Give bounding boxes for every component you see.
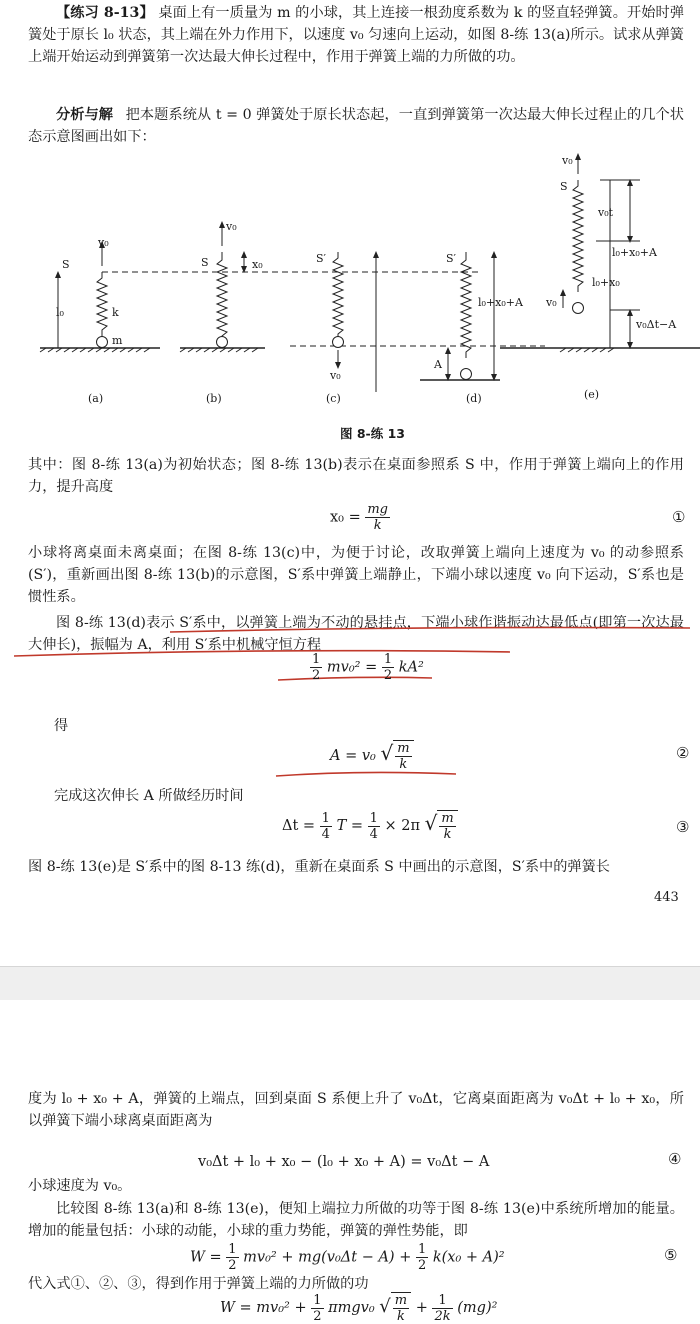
problem-text: 桌面上有一质量为 m 的小球，其上连接一根劲度系数为 k 的竖直轻弹簧。开始时弹簧处于原长 l₀ 状态，其上端在外力作用下，以速度 v₀ 匀速向上运动，如图 8-练 13(a)所示。试求从弹簧上端开始运动到弹簧第一次达最大伸长过程中，作用于弹簧上端的力所做的功。 [28, 5, 685, 65]
sublabel-b: (b) [206, 392, 222, 405]
label-a-S: S [62, 258, 70, 271]
panel-d [420, 251, 500, 381]
label-e-height: v₀Δt−A [636, 318, 677, 331]
label-e-v0t: v₀t [598, 206, 614, 219]
panel-a [40, 241, 160, 352]
label-e-v0-top: v₀ [562, 154, 573, 167]
analysis-text: 把本题系统从 t = 0 弹簧处于原长状态起，一直到弹簧第一次达最大伸长过程止的几个状态示意图画出如下： [28, 107, 684, 145]
equation-4-number: ④ [668, 1150, 682, 1168]
paragraph-1: 其中：图 8-练 13(a)为初始状态；图 8-练 13(b)表示在桌面参照系 S 中，作用于弹簧上端向上的作用力，提升高度 [28, 457, 684, 495]
equation-2-number: ② [676, 744, 690, 762]
paragraph-4: 完成这次伸长 A 所做经历时间 [54, 788, 244, 804]
page-number: 443 [654, 890, 679, 905]
page-gap [0, 966, 700, 1002]
label-e-l0x0: l₀+x₀ [592, 276, 620, 289]
label-e-length: l₀+x₀+A [612, 246, 657, 259]
equation-3-number: ③ [676, 818, 690, 836]
label-c-Sp: S′ [316, 252, 327, 265]
equation-2: A = v₀ √ $\frac{m}{k}$ [330, 740, 414, 772]
label-b-v0: v₀ [226, 220, 237, 233]
sublabel-e: (e) [584, 388, 600, 401]
red-underline-eq2 [270, 764, 470, 784]
equation-5: W = $\frac{1}{2}$ mv₀² + mg(v₀Δt − A) + $\frac{1}{2}$ k(x₀ + A)² [190, 1242, 505, 1273]
equation-3: Δt = $\frac{1}{4}$ T = $\frac{1}{4}$ × 2π √ $\frac{m}{k}$ [282, 810, 458, 842]
label-a-v0: v₀ [98, 236, 109, 249]
equation-5-number: ⑤ [664, 1246, 678, 1264]
sublabel-d: (d) [466, 392, 482, 405]
analysis-heading: 分析与解 [56, 107, 114, 123]
paragraph-2: 小球将离桌面未离桌面；在图 8-练 13(c)中，为便于讨论，改取弹簧上端向上速度为 v₀ 的动参照系(S′)，重新画出图 8-练 13(b)的示意图，S′系中弹簧上端静止，下端小球以速度 v₀ 向下运动，S′系也是惯性系。 [28, 545, 684, 605]
equation-6: W = mv₀² + $\frac{1}{2}$ πmgv₀ √ $\frac{m}{k}$ + $\frac{1}{2k}$ (mg)² [220, 1292, 498, 1324]
paragraph-5: 图 8-练 13(e)是 S′系中的图 8-13 练(d)，重新在桌面系 S 中画出的示意图，S′系中的弹簧长 [28, 859, 610, 875]
ball-speed-text: 小球速度为 v₀。 [28, 1178, 132, 1194]
paragraph-energy: 比较图 8-练 13(a)和 8-练 13(e)，便知上端拉力所做的功等于图 8-练 13(e)中系统所增加的能量。增加的能量包括：小球的动能，小球的重力势能，弹簧的弹性势能，即 [28, 1201, 684, 1239]
de-text: 得 [54, 718, 69, 734]
label-e-v0-ball: v₀ [546, 296, 557, 309]
label-a-k: k [112, 306, 119, 319]
energy-equation: $\frac{1}{2}$ mv₀² = $\frac{1}{2}$ kA² [312, 652, 424, 683]
paragraph-3: 图 8-练 13(d)表示 S′系中，以弹簧上端为不动的悬挂点，下端小球作谐振动达最低点(即第一次达最大伸长)，振幅为 A，利用 S′系中机械守恒方程 [28, 615, 684, 653]
sublabel-c: (c) [326, 392, 341, 405]
paragraph-continuation: 度为 l₀ + x₀ + A，弹簧的上端点，回到桌面 S 系便上升了 v₀Δt，它离桌面距离为 v₀Δt + l₀ + x₀，所以弹簧下端小球离桌面距离为 [28, 1091, 684, 1129]
analysis-intro [28, 104, 684, 148]
label-d-A: A [434, 358, 442, 371]
label-a-m: m [112, 334, 123, 347]
panel-b [180, 221, 265, 352]
label-d-length: l₀+x₀+A [478, 296, 523, 309]
equation-1-number: ① [672, 508, 686, 526]
exercise-tag: 【练习 8-13】 [56, 5, 154, 21]
label-a-l0: l₀ [56, 306, 64, 319]
equation-4: v₀Δt + l₀ + x₀ − (l₀ + x₀ + A) = v₀Δt − A [198, 1154, 490, 1170]
label-b-x0: x₀ [252, 258, 263, 271]
problem-statement [28, 2, 684, 68]
label-b-S: S [201, 256, 209, 269]
figure-caption: 图 8-练 13 [340, 426, 405, 441]
label-e-S: S [560, 180, 568, 193]
sublabel-a: (a) [88, 392, 104, 405]
substitution-text: 代入式①、②、③，得到作用于弹簧上端的力所做的功 [28, 1276, 369, 1292]
equation-1: x₀ = $\frac{mg}{k}$ [330, 502, 389, 533]
label-c-v0: v₀ [330, 369, 341, 382]
label-d-Sp: S′ [446, 252, 457, 265]
page-444 [0, 1000, 700, 1324]
